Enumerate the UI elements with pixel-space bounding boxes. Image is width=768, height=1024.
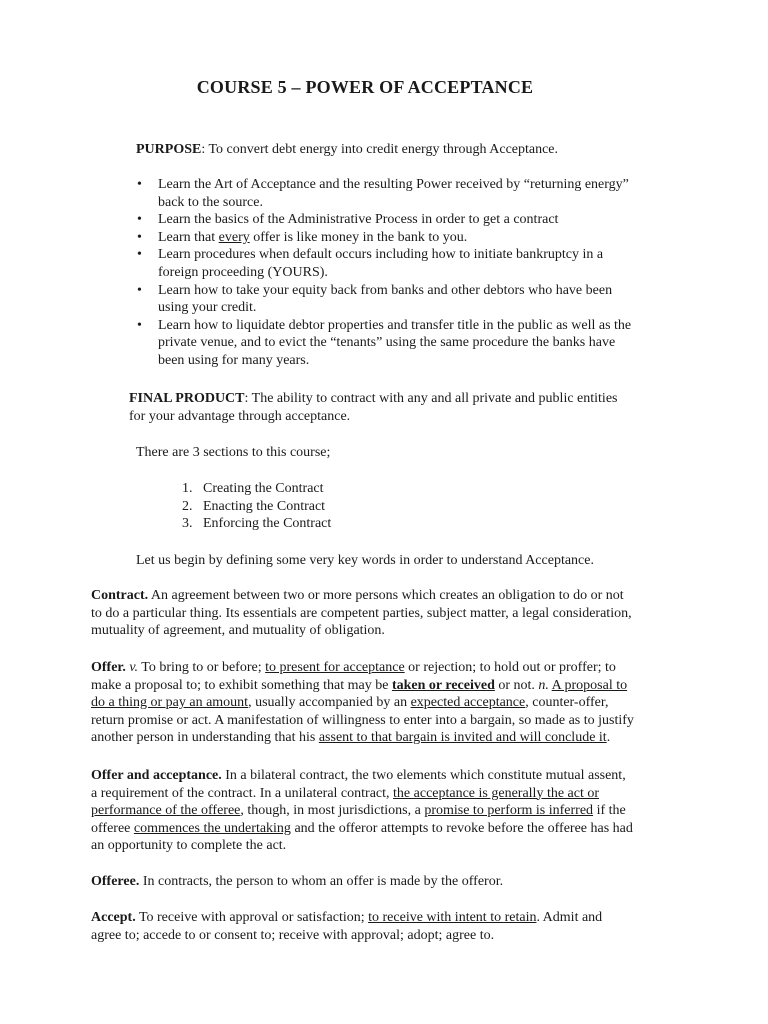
definition-line: mutuality of agreement, and mutuality of obligation. [91,623,385,639]
definition-text: To bring to or before; [138,660,266,675]
underlined-text: do a thing or pay an amount [91,695,249,711]
definition-text: make a proposal to; to exhibit something that may be [91,677,392,693]
definition-term: Offer and acceptance. [91,768,222,783]
definition-offer [91,659,681,747]
list-item [180,515,331,533]
list-item-text: offer is like money in the bank to you. [249,229,468,245]
list-item-line: • Learn how to liquidate debtor properties and transfer title in the public as well as the [158,317,632,333]
list-item-line: back to the source. [158,194,263,210]
definition-text: and the offeror attempts to revoke before the offeree has had [290,820,633,836]
underlined-text: expected acceptance [410,695,526,711]
definition-line: an opportunity to complete the act. [91,838,287,854]
list-item-text: Creating the Contract [203,481,324,496]
definition-text: or not. [494,677,539,693]
definition-text: In contracts, the person to whom an offer is made by the offeror. [139,874,504,889]
list-item-line: been using for many years. [158,352,310,368]
definition-term: Offeree. [91,874,140,889]
list-item-line: • Learn procedures when default occurs including how to initiate bankruptcy in a [158,247,604,263]
definition-text: . Admit and [536,910,603,925]
definition-text: , usually accompanied by an [248,695,411,711]
definition-offer-and-acceptance [91,767,681,855]
list-item [135,211,675,229]
definition-term: Accept. [91,910,136,925]
definition-term: Contract. [91,588,149,603]
definition-term: Offer. [91,660,126,675]
definition-text: . [606,730,611,746]
list-item-line: Learn the basics of the Administrative Process in order to get a contract [158,212,559,228]
list-item-text: Enforcing the Contract [203,516,332,532]
underlined-text: the acceptance is generally the act or [393,785,600,801]
definition-text: if the [593,803,626,819]
underlined-text: to receive with intent to retain [368,910,537,925]
underlined-text: assent to that bargain is invited and will conclude it [318,730,607,746]
underlined-text: to present for acceptance [265,660,405,675]
list-item-line: foreign proceeding (YOURS). [158,264,328,280]
definition-line: An agreement between two or more persons which creates an obligation to do or not [148,588,624,603]
underlined-text: taken or received [391,677,495,693]
page-title: COURSE 5 – POWER OF ACCEPTANCE [196,77,534,97]
definition-offeree [91,873,681,891]
list-number: 2. [182,498,193,514]
purpose-text: : To convert debt energy into credit energy through Acceptance. [201,142,559,157]
underlined-text: commences the undertaking [133,820,291,836]
definition-text: In a bilateral contract, the two elements which constitute mutual assent, [221,768,626,783]
definition-text: , counter-offer, [525,695,609,711]
definition-text: another person in understanding that his [91,730,319,746]
definition-line: to do a particular thing. Its essentials are competent parties, subject matter, a legal consideration, [91,605,632,621]
definition-accept [91,909,681,944]
definition-text: a requirement of the contract. In a unilateral contract, [91,785,394,801]
list-item-line: private venue, and to evict the “tenants” using the same procedure the banks have [158,335,616,351]
list-item [135,176,675,211]
paragraph-line: : The ability to contract with any and all private and public entities [244,391,618,406]
list-item-text: Learn that [158,229,219,245]
list-item [135,317,675,370]
definition-text: offeree [91,820,134,836]
final-product-label: FINAL PRODUCT [129,391,245,406]
sections-list [180,480,331,533]
final-product-paragraph [129,390,669,425]
list-item [135,282,675,317]
part-of-speech: v. [129,660,139,675]
list-item-line: using your credit. [158,300,257,316]
list-item-line: • Learn how to take your equity back from banks and other debtors who have been [158,282,613,298]
list-item [135,229,675,247]
underlined-text: promise to perform is inferred [424,803,594,819]
sections-intro: There are 3 sections to this course; [136,445,331,460]
goals-list [135,176,675,370]
underlined-text: every [218,229,250,245]
intro-sentence: Let us begin by defining some very key words in order to understand Acceptance. [136,553,594,568]
list-item [135,246,675,281]
definition-contract [91,587,681,640]
list-number: 1. [182,481,193,496]
definition-text: or rejection; to hold out or proffer; to [404,660,616,675]
definition-text: , though, in most jurisdictions, a [240,803,425,819]
definition-text: To receive with approval or satisfaction; [135,910,369,925]
list-item [180,498,331,516]
list-item [180,480,331,498]
part-of-speech: n. [538,677,549,693]
underlined-text: A proposal to [551,677,628,693]
list-item-text: Enacting the Contract [203,498,326,514]
definition-line: return promise or act. A manifestation of willingness to enter into a bargain, so made as to justify [91,712,634,728]
paragraph-line: for your advantage through acceptance. [129,408,351,424]
underlined-text: performance of the offeree [91,803,241,819]
list-item-line: • Learn the Art of Acceptance and the resulting Power received by “returning energy” [158,177,629,192]
definition-line: agree to; accede to or consent to; receive with approval; adopt; agree to. [91,927,495,943]
purpose-paragraph [136,141,696,159]
purpose-label: PURPOSE [136,142,202,157]
list-number: 3. [182,516,193,532]
